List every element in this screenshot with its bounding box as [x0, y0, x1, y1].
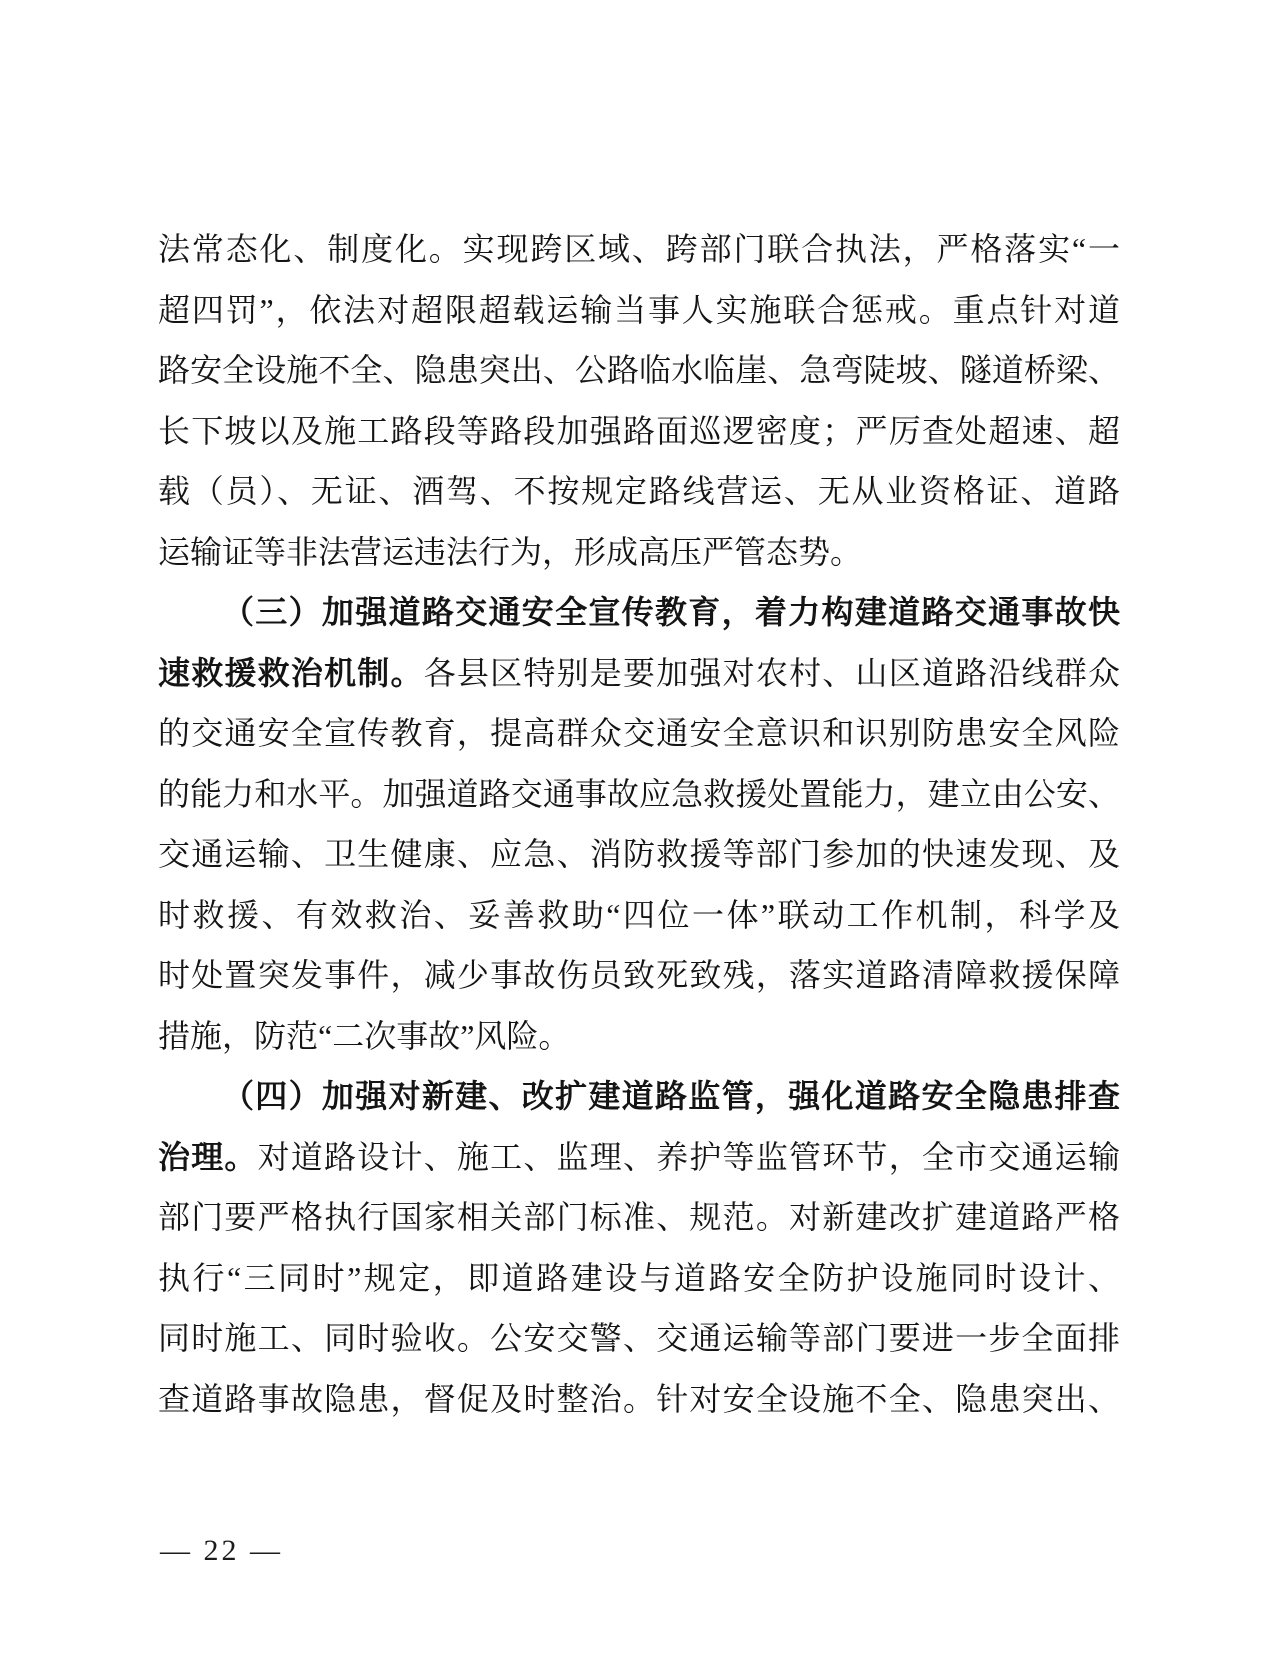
section-heading-3: （三）加强道路交通安全宣传教育，着力构建道路交通事故快 [222, 594, 1120, 630]
text-line: 载（员）、无证、酒驾、不按规定路线营运、无从业资格证、道路 [158, 473, 1120, 509]
page-number: — 22 — [160, 1534, 283, 1567]
text-line: 部门要严格执行国家相关部门标准、规范。对新建改扩建道路严格 [158, 1199, 1120, 1235]
body-text-run: 对道路设计、施工、监理、养护等监管环节，全市交通运输 [257, 1138, 1120, 1175]
section-heading-4: （四）加强对新建、改扩建道路监管，强化道路安全隐患排查 [222, 1078, 1120, 1114]
text-line: 路安全设施不全、隐患突出、公路临水临崖、急弯陡坡、隧道桥梁、 [158, 352, 1120, 388]
text-line: 超四罚”，依法对超限超载运输当事人实施联合惩戒。重点针对道 [158, 291, 1120, 328]
text-line: 法常态化、制度化。实现跨区域、跨部门联合执法，严格落实“一 [158, 231, 1120, 267]
document-body [158, 219, 1120, 1429]
text-line: 时救援、有效救治、妥善救助“四位一体”联动工作机制，科学及 [158, 896, 1120, 933]
text-line: 长下坡以及施工路段等路段加强路面巡逻密度；严厉查处超速、超 [158, 412, 1120, 449]
text-line: 运输证等非法营运违法行为，形成高压严管态势。 [158, 533, 863, 570]
text-line: 时处置突发事件，减少事故伤员致死致残，落实道路清障救援保障 [158, 957, 1120, 993]
text-line: 执行“三同时”规定，即道路建设与道路安全防护设施同时设计、 [158, 1259, 1120, 1296]
body-text-run: 各县区特别是要加强对农村、山区道路沿线群众 [423, 654, 1120, 691]
text-line: 同时施工、同时验收。公安交警、交通运输等部门要进一步全面排 [158, 1320, 1120, 1356]
text-line: 查道路事故隐患，督促及时整治。针对安全设施不全、隐患突出、 [158, 1380, 1120, 1417]
text-line [158, 643, 1120, 704]
text-line: 措施，防范“二次事故”风险。 [158, 1017, 571, 1054]
heading-lead-text: 速救援救治机制。 [158, 654, 424, 691]
text-line [158, 1127, 1120, 1188]
text-line: 的能力和水平。加强道路交通事故应急救援处置能力，建立由公安、 [158, 775, 1120, 812]
text-line: 的交通安全宣传教育，提高群众交通安全意识和识别防患安全风险 [158, 715, 1120, 751]
heading-lead-text: 治理。 [158, 1138, 258, 1175]
text-line: 交通运输、卫生健康、应急、消防救援等部门参加的快速发现、及 [158, 836, 1120, 872]
